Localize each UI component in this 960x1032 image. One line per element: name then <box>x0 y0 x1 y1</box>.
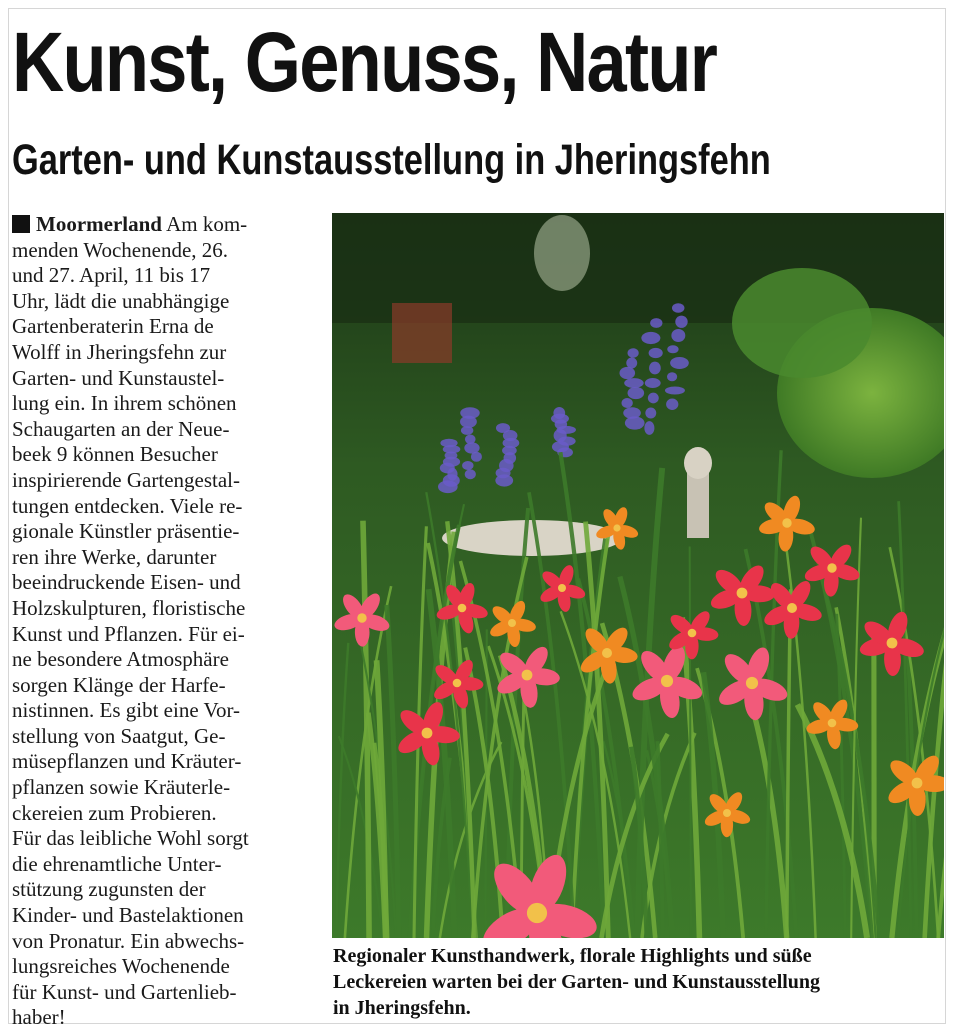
lavender-bloom <box>462 461 473 470</box>
lily-center <box>357 613 366 622</box>
body-line: gionale Künstler präsentie- <box>12 519 240 544</box>
lily-center <box>613 524 620 531</box>
article-body <box>12 212 312 1031</box>
photo-caption <box>333 943 943 1021</box>
body-line: inspirierende Gartengestal- <box>12 467 240 492</box>
stone-bench <box>442 520 622 556</box>
lavender-bloom <box>625 416 645 429</box>
lavender-bloom <box>667 372 677 381</box>
lavender-bloom <box>438 480 458 493</box>
lavender-bloom <box>460 416 477 428</box>
lily-center <box>787 603 797 613</box>
lavender-bloom <box>666 399 678 410</box>
lily-center <box>737 588 748 599</box>
body-line: lung ein. In ihrem schönen <box>12 391 237 416</box>
body-line: und 27. April, 11 bis 17 <box>12 263 211 288</box>
lily-center <box>746 677 758 689</box>
lavender-bloom <box>465 469 476 479</box>
caption-line: in Jheringsfehn. <box>333 997 471 1019</box>
lavender-bloom <box>628 348 639 358</box>
body-line: Kunst und Pflanzen. Für ei- <box>12 621 245 646</box>
lily-center <box>522 670 533 681</box>
body-line: sorgen Klänge der Harfe- <box>12 672 226 697</box>
body-line: die ehrenamtliche Unter- <box>12 851 222 876</box>
body-line: nistinnen. Es gibt eine Vor- <box>12 698 241 723</box>
lavender-bloom <box>645 407 656 418</box>
body-line: ne besondere Atmosphäre <box>12 647 229 672</box>
subheadline: Garten- und Kunstausstellung in Jheringsfehn <box>12 136 771 184</box>
lavender-bloom <box>628 387 645 399</box>
lavender-bloom <box>471 452 482 462</box>
body-line-first-text: Am kom- <box>161 212 248 236</box>
headline: Kunst, Genuss, Natur <box>12 15 717 109</box>
body-line: Wolff in Jheringsfehn zur <box>12 339 227 364</box>
lavender-bloom <box>672 303 684 312</box>
lily-center <box>723 809 731 817</box>
lavender-bloom <box>675 316 687 328</box>
body-line: ren ihre Werke, darunter <box>12 544 217 569</box>
body-line: Uhr, lädt die unabhängige <box>12 288 230 313</box>
statue-head <box>684 447 712 479</box>
body-line: haber! <box>12 1005 66 1030</box>
garden-photo-illustration <box>332 213 944 938</box>
lily-center <box>661 675 673 687</box>
lily-center <box>453 679 462 688</box>
lily-center <box>828 719 837 728</box>
body-line: müsepflanzen und Kräuter- <box>12 749 242 774</box>
body-line: von Pronatur. Ein abwechs- <box>12 928 245 953</box>
body-line: für Kunst- und Gartenlieb- <box>12 979 237 1004</box>
lavender-bloom <box>648 393 659 404</box>
body-line: Schaugarten an der Neue- <box>12 416 230 441</box>
lavender-bloom <box>667 345 678 353</box>
paragraph-marker-icon <box>12 215 30 233</box>
lavender-bloom <box>670 357 689 369</box>
body-line: stützung zugunsten der <box>12 877 206 902</box>
lavender-bloom <box>650 318 662 328</box>
lily-center <box>602 648 612 658</box>
lily-center <box>458 604 467 613</box>
body-line: beek 9 können Besucher <box>12 442 218 467</box>
back-bush <box>732 268 872 378</box>
brick-wall <box>392 303 452 363</box>
caption-line: Regionaler Kunsthandwerk, florale Highlights und süße <box>333 945 812 967</box>
lavender-bloom <box>671 329 685 342</box>
lavender-bloom <box>624 378 643 388</box>
lily-center <box>887 638 898 649</box>
body-line: Für das leibliche Wohl sorgt <box>12 826 249 851</box>
body-line: Holzskulpturen, floristische <box>12 595 246 620</box>
lavender-bloom <box>619 367 635 379</box>
body-line: lungsreiches Wochenende <box>12 954 230 979</box>
sky-gap <box>534 215 590 291</box>
body-line: ckereien zum Probieren. <box>12 800 217 825</box>
lily-center <box>558 584 566 592</box>
body-line: Kinder- und Bastelaktionen <box>12 903 244 928</box>
lavender-bloom <box>665 386 685 394</box>
lily-center <box>508 619 516 627</box>
body-line: beeindruckende Eisen- und <box>12 570 241 595</box>
lily-center <box>827 563 836 572</box>
body-line: menden Wochenende, 26. <box>12 237 229 262</box>
dateline: Moormerland <box>36 212 162 236</box>
body-line: stellung von Saatgut, Ge- <box>12 723 226 748</box>
lavender-bloom <box>621 398 632 408</box>
lavender-bloom <box>461 426 473 435</box>
body-line: pflanzen sowie Kräuterle- <box>12 775 231 800</box>
lavender-bloom <box>644 421 654 435</box>
lily-center <box>912 778 923 789</box>
lily-center <box>688 629 697 638</box>
lavender-bloom <box>645 378 661 388</box>
grass-blade <box>690 547 691 938</box>
body-line: tungen entdecken. Viele re- <box>12 493 243 518</box>
body-line: Garten- und Kunstaustel- <box>12 365 225 390</box>
lavender-bloom <box>495 474 513 486</box>
lily-center <box>782 518 791 527</box>
lavender-bloom <box>626 358 637 369</box>
body-line-first <box>12 212 312 238</box>
lavender-bloom <box>641 332 660 344</box>
garden-photo <box>332 213 944 938</box>
body-line: Gartenberaterin Erna de <box>12 314 214 339</box>
caption-line: Leckereien warten bei der Garten- und Kunstausstellung <box>333 971 821 993</box>
lavender-bloom <box>649 362 661 375</box>
lily-center <box>527 903 547 923</box>
lavender-bloom <box>649 348 663 358</box>
lily-center <box>422 728 433 739</box>
